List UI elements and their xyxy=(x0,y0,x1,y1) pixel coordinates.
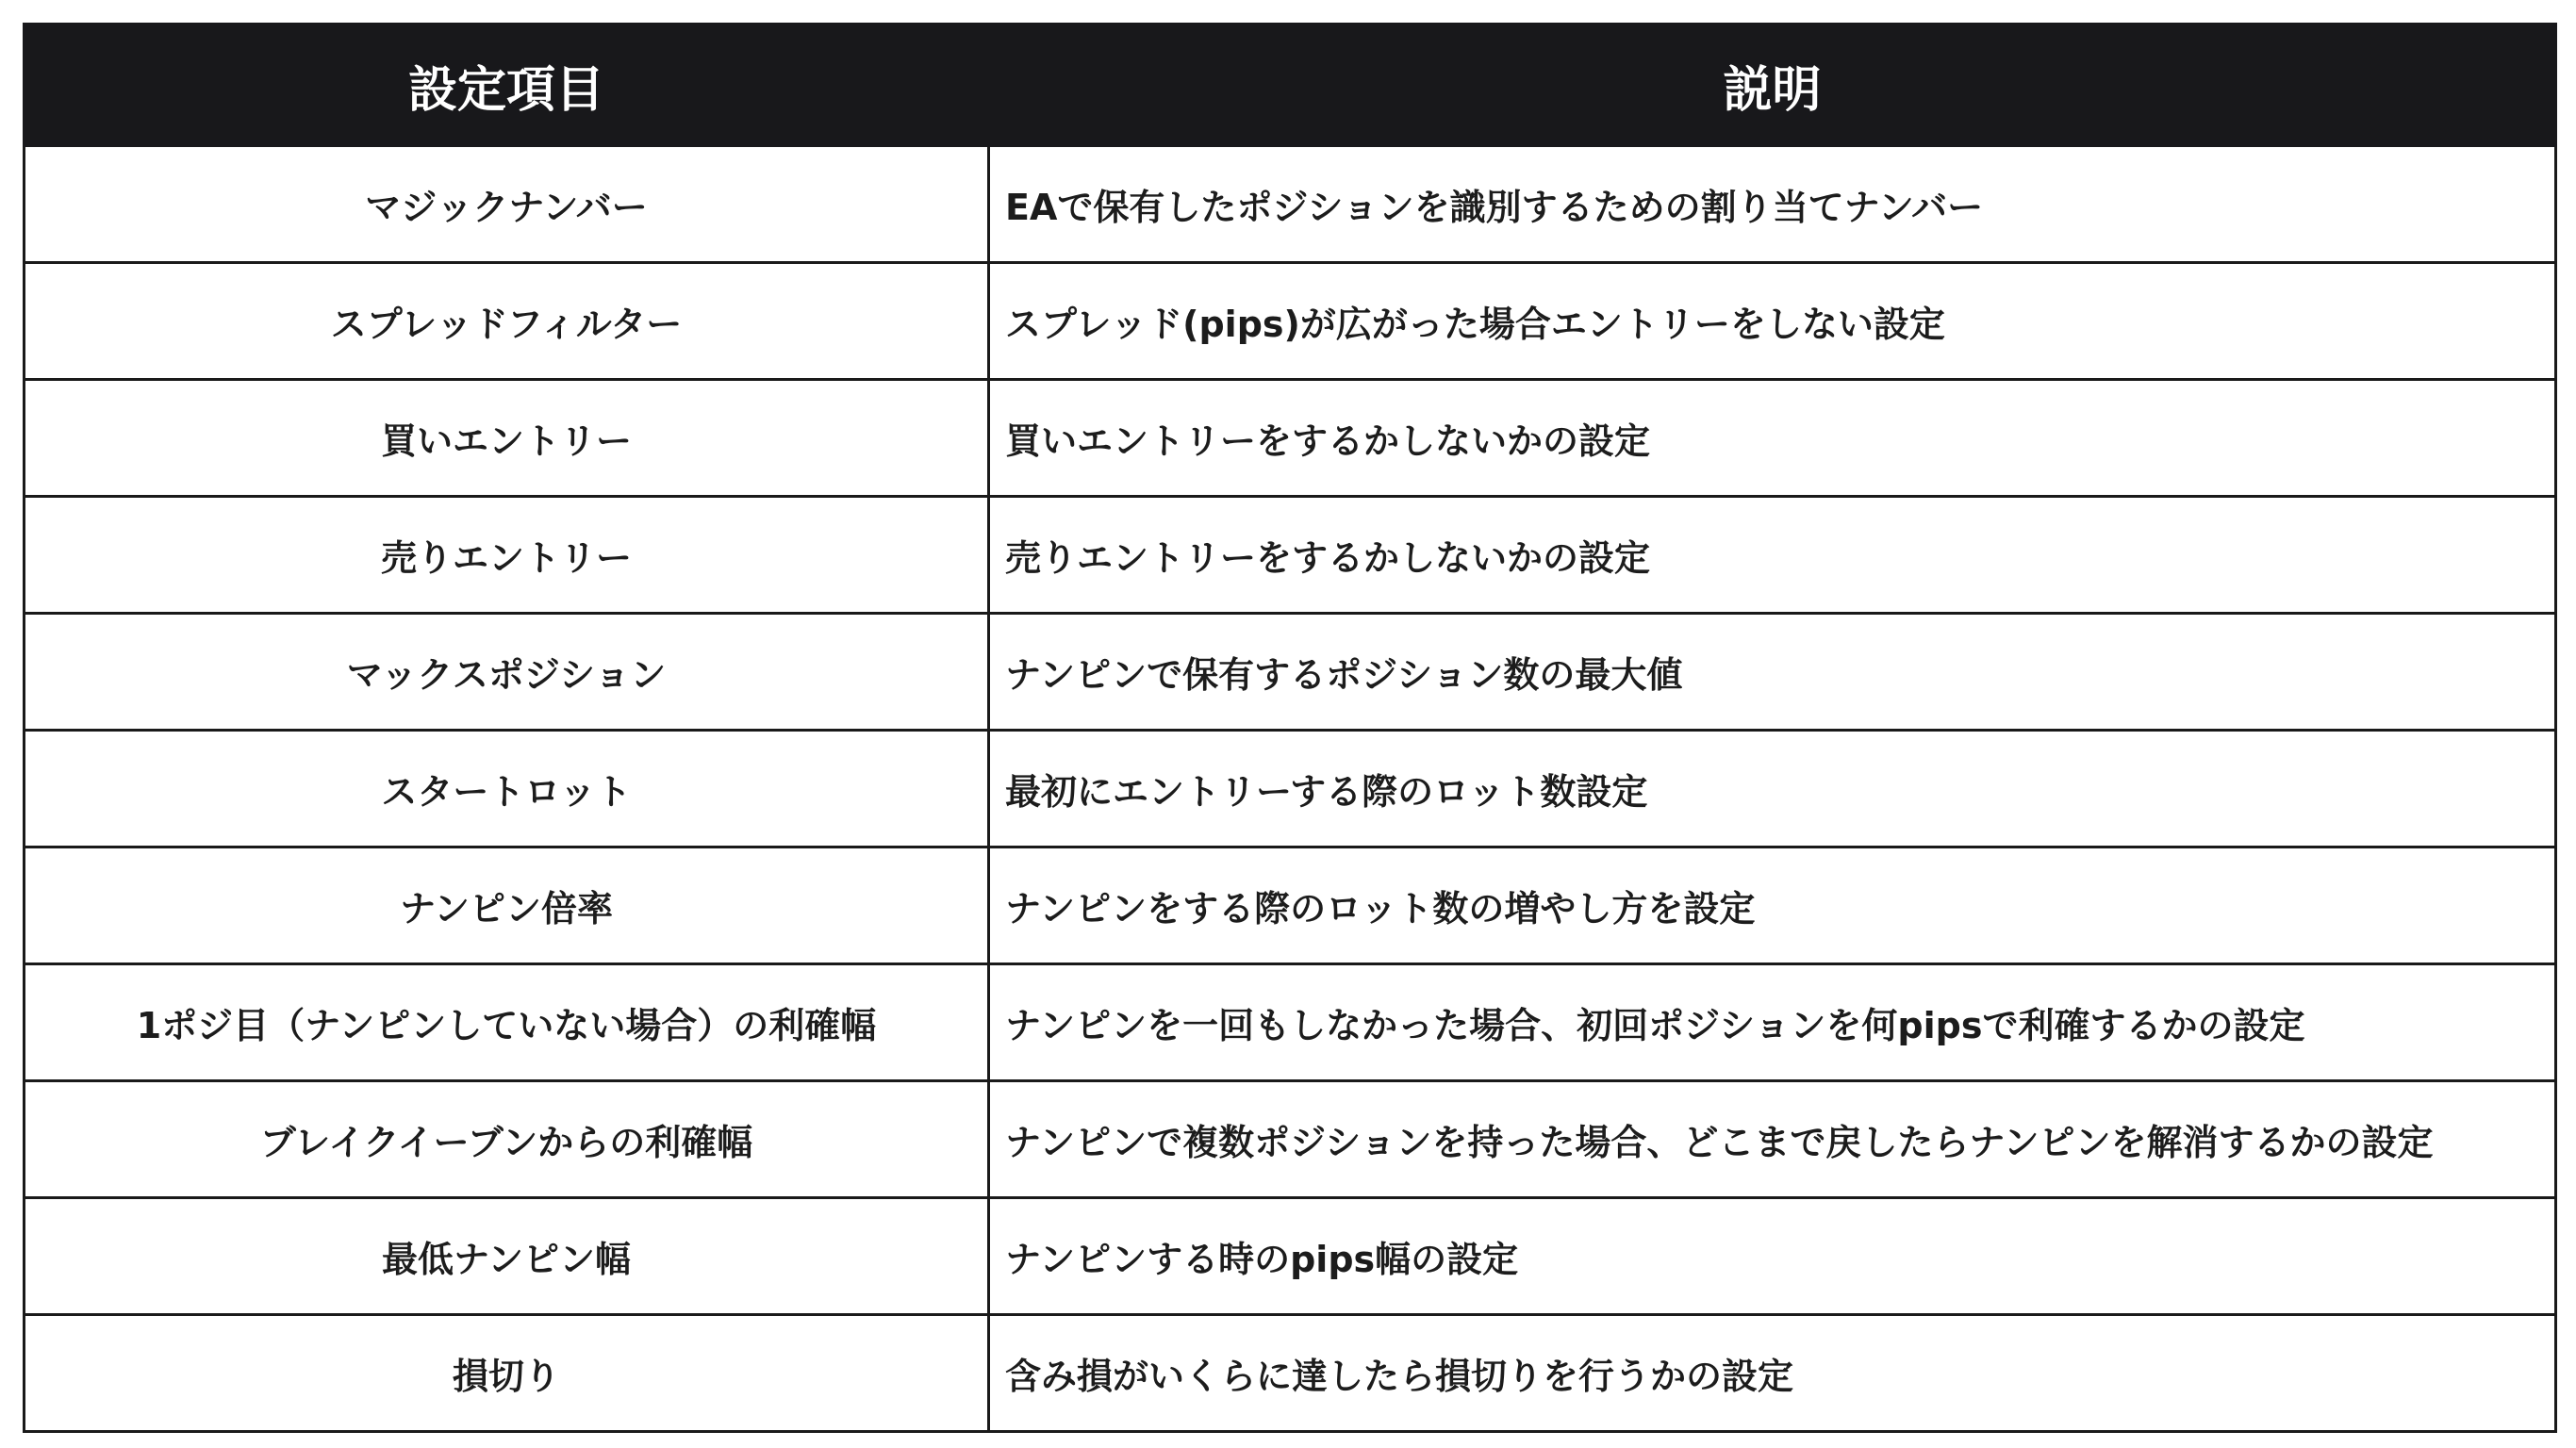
setting-name: スプレッドフィルター xyxy=(25,263,989,380)
setting-description: 最初にエントリーする際のロット数設定 xyxy=(989,731,2556,847)
setting-description: スプレッド(pips)が広がった場合エントリーをしない設定 xyxy=(989,263,2556,380)
settings-table xyxy=(23,23,2557,1433)
setting-description: ナンピンを一回もしなかった場合、初回ポジションを何pipsで利確するかの設定 xyxy=(989,964,2556,1081)
setting-description: ナンピンする時のpips幅の設定 xyxy=(989,1198,2556,1315)
setting-description: EAで保有したポジションを識別するための割り当てナンバー xyxy=(989,146,2556,263)
setting-name: ナンピン倍率 xyxy=(25,847,989,964)
setting-name: 売りエントリー xyxy=(25,497,989,614)
setting-name: スタートロット xyxy=(25,731,989,847)
table-body xyxy=(25,146,2556,1432)
table-row xyxy=(25,263,2556,380)
table-row xyxy=(25,497,2556,614)
table-row xyxy=(25,614,2556,731)
setting-description: 売りエントリーをするかしないかの設定 xyxy=(989,497,2556,614)
table-row xyxy=(25,1315,2556,1432)
header-setting: 設定項目 xyxy=(25,25,989,146)
header-row xyxy=(25,25,2556,146)
setting-name: マジックナンバー xyxy=(25,146,989,263)
setting-description: ナンピンで保有するポジション数の最大値 xyxy=(989,614,2556,731)
setting-name: マックスポジション xyxy=(25,614,989,731)
setting-description: 買いエントリーをするかしないかの設定 xyxy=(989,380,2556,497)
table-row xyxy=(25,964,2556,1081)
settings-table-container xyxy=(23,23,2554,1433)
header-description: 説明 xyxy=(989,25,2556,146)
table-row xyxy=(25,1198,2556,1315)
table-row xyxy=(25,380,2556,497)
setting-name: 最低ナンピン幅 xyxy=(25,1198,989,1315)
setting-name: 損切り xyxy=(25,1315,989,1432)
table-row xyxy=(25,146,2556,263)
setting-description: ナンピンをする際のロット数の増やし方を設定 xyxy=(989,847,2556,964)
setting-name: 買いエントリー xyxy=(25,380,989,497)
setting-name: 1ポジ目（ナンピンしていない場合）の利確幅 xyxy=(25,964,989,1081)
setting-description: 含み損がいくらに達したら損切りを行うかの設定 xyxy=(989,1315,2556,1432)
setting-name: ブレイクイーブンからの利確幅 xyxy=(25,1081,989,1198)
table-row xyxy=(25,1081,2556,1198)
table-row xyxy=(25,731,2556,847)
table-row xyxy=(25,847,2556,964)
table-header xyxy=(25,25,2556,146)
setting-description: ナンピンで複数ポジションを持った場合、どこまで戻したらナンピンを解消するかの設定 xyxy=(989,1081,2556,1198)
